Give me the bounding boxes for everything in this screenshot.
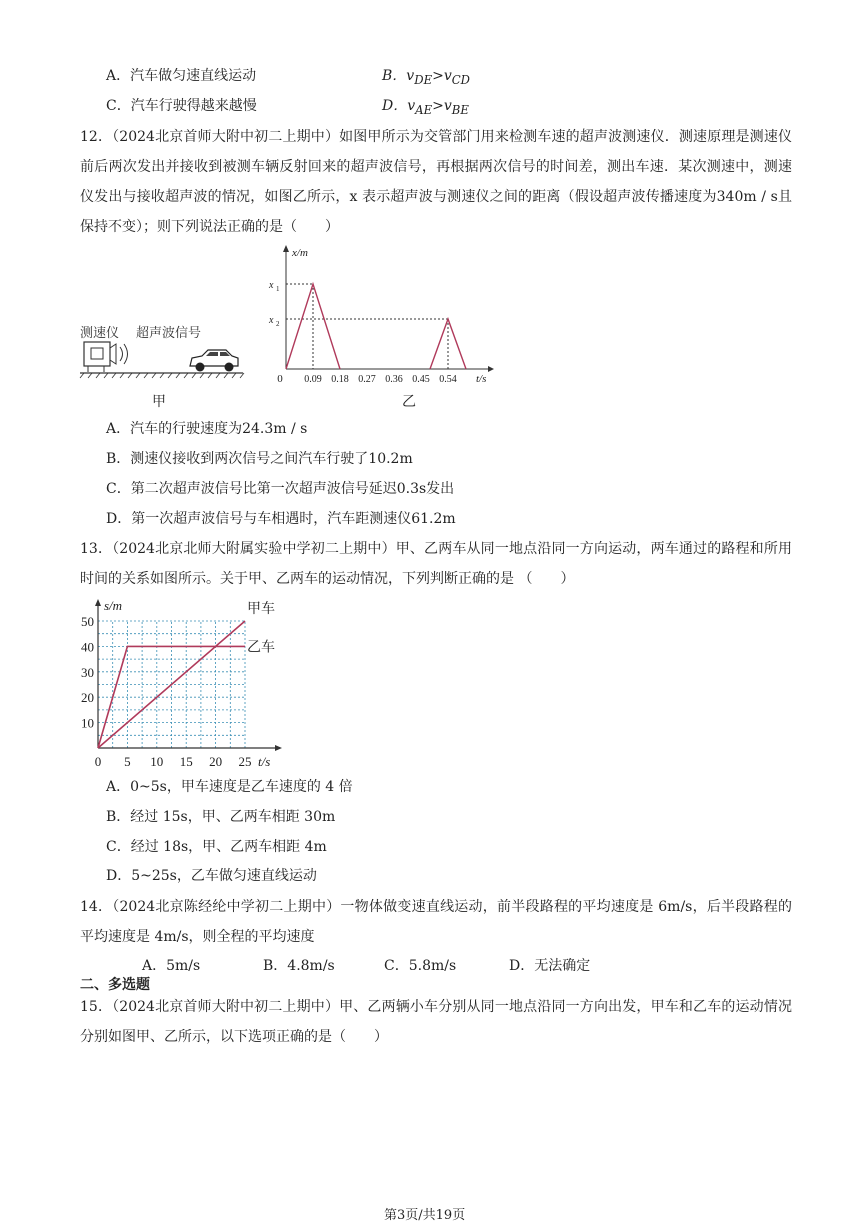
q12-option-d: D．第一次超声波信号与车相遇时，汽车距测速仪61.2m: [106, 511, 456, 527]
q12-option-b: B．测速仪接收到两次信号之间汽车行驶了10.2m: [106, 451, 413, 467]
q14-option-d: D．无法确定: [509, 958, 591, 974]
x-tick-label: 20: [209, 754, 223, 769]
x-tick-label: 0.54: [439, 374, 457, 385]
origin-label: 0: [277, 373, 283, 385]
fig-jia-caption: 甲: [152, 394, 166, 410]
q11-option-d: D．$v_{AE}>v_{BE}$: [382, 98, 469, 117]
x-tick-label: 0.45: [412, 374, 430, 385]
y-axis-arrow: [283, 245, 289, 252]
y-axis-label: s/m: [104, 598, 123, 613]
q13-stem: 13．（2024北京北师大附属实验中学初二上期中）甲、乙两车从同一地点沿同一方向运动，两车通过的路程和所用时间的关系如图所示。关于甲、乙两车的运动情况，下列判断正确的是 （ ）: [80, 541, 792, 587]
y-tick-x1: x: [269, 280, 274, 291]
car-icon: [190, 350, 238, 372]
series-label: 乙车: [247, 640, 275, 656]
y-tick-x1-sub: 1: [276, 285, 280, 293]
y-axis-label: x/m: [292, 247, 308, 259]
x-tick-label: 25: [238, 754, 252, 769]
q13-chart: [70, 596, 290, 772]
x-tick-label: 0.09: [304, 374, 322, 385]
series-label: 甲车: [247, 602, 275, 617]
q13-option-a: A．0~5s，甲车速度是乙车速度的 4 倍: [106, 779, 353, 795]
x-tick-label: 0.27: [358, 374, 376, 385]
y-tick-label: 10: [81, 715, 94, 731]
y-axis-arrow: [95, 599, 101, 606]
q11-option-c: C．汽车行驶得越来越慢: [106, 98, 257, 114]
section-heading-multiple-choice: 二、多选题: [80, 977, 150, 993]
x-axis-arrow: [488, 366, 494, 372]
q11-option-a: A．汽车做匀速直线运动: [106, 68, 257, 84]
y-tick-label: 40: [81, 639, 94, 655]
q14-stem: 14．（2024北京陈经纶中学初二上期中）一物体做变速直线运动，前半段路程的平均速度是 6m/s，后半段路程的平均速度是 4m/s，则全程的平均速度: [80, 899, 792, 945]
page-footer: 第3页/共19页: [384, 1208, 466, 1223]
q13-option-c: C．经过 18s，甲、乙两车相距 4m: [106, 839, 327, 855]
q12-figure-yi-chart: [262, 240, 502, 390]
q14-option-c: C．5.8m/s: [384, 958, 457, 974]
device-label: 测速仪: [80, 325, 120, 340]
signal-label: 超声波信号: [136, 325, 202, 340]
q14-option-a: A．5m/s: [142, 958, 201, 974]
y-tick-x2-sub: 2: [276, 320, 280, 328]
q13-option-d: D．5~25s，乙车做匀速直线运动: [106, 868, 317, 884]
y-tick-label: 50: [81, 614, 94, 629]
x-tick-label: 5: [124, 754, 131, 769]
q12-option-c: C．第二次超声波信号比第一次超声波信号延迟0.3s发出: [106, 481, 455, 497]
fig-yi-caption: 乙: [402, 394, 416, 410]
y-tick-label: 30: [81, 664, 94, 680]
q12-stem: 12．（2024北京首师大附中初二上期中）如图甲所示为交管部门用来检测车速的超声波测速仪．测速原理是测速仪前后两次发出并接收到被测车辆反射回来的超声波信号，再根据两次信号的时间差，测出车速．某次测速中，测速仪发出与接收超声波的情况，如图乙所示，x 表示超声波与测速仪之间的距离（假设超声波传播速度为340m / s且保持不变）；则下列说法正确的是（ ）: [80, 129, 792, 235]
x-axis-label: t/s: [258, 754, 271, 769]
q12-option-a: A．汽车的行驶速度为24.3m / s: [106, 421, 308, 437]
y-tick-x2: x: [269, 315, 274, 326]
q14-option-b: B．4.8m/s: [263, 958, 335, 974]
x-tick-label: 15: [179, 754, 193, 769]
q11-option-b: B．$v_{DE}>v_{CD}$: [382, 68, 470, 87]
y-tick-label: 20: [81, 690, 94, 706]
q15-stem: 15．（2024北京首师大附中初二上期中）甲、乙两辆小车分别从同一地点沿同一方向出发，甲车和乙车的运动情况分别如图甲、乙所示，以下选项正确的是（ ）: [80, 999, 792, 1045]
x-axis-label: t/s: [476, 373, 487, 385]
q12-figure-jia: [78, 320, 248, 400]
x-tick-label: 0: [94, 754, 102, 769]
x-axis-arrow: [275, 745, 282, 751]
x-tick-label: 0.36: [385, 374, 403, 385]
q13-option-b: B．经过 15s，甲、乙两车相距 30m: [106, 809, 336, 825]
x-tick-label: 0.18: [331, 374, 349, 385]
x-tick-label: 10: [150, 754, 164, 769]
